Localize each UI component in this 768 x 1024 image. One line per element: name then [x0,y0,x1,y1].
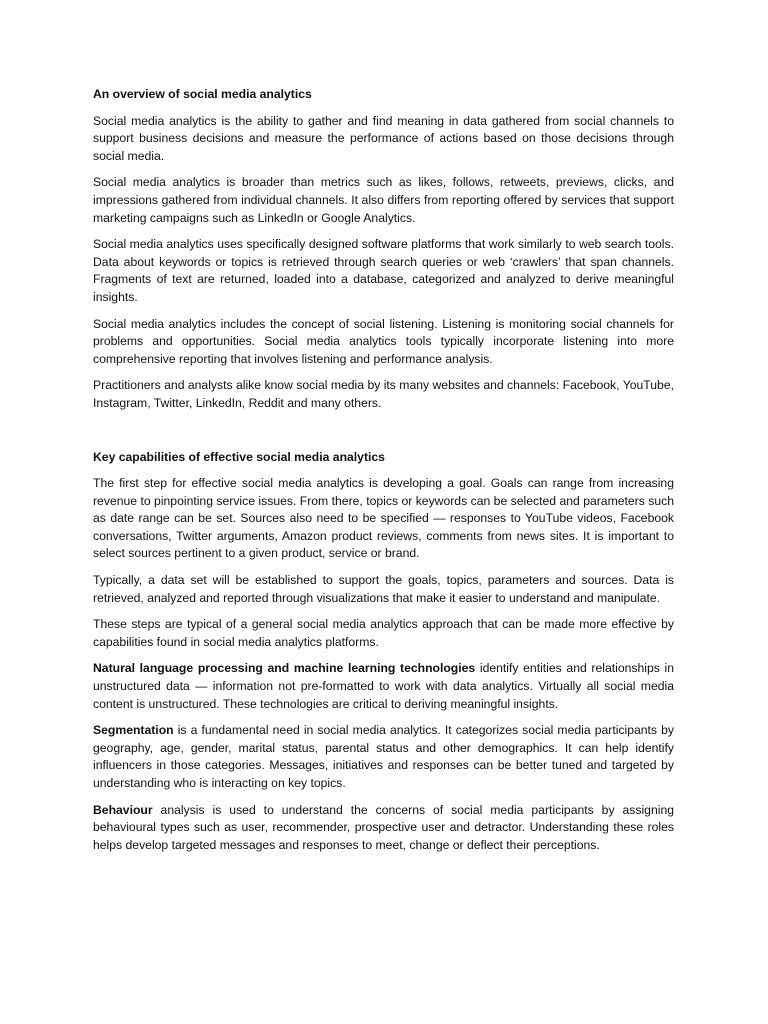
capability-paragraph-nlp [93,660,674,713]
capability-text: identify entities and relationships in unstructured data — information not pre-formatted to work with data analytics. Virtually all social media content is unstructured. These technologies are critical to deriving meaningful insights. [93,661,675,711]
section-heading-overview: An overview of social media analytics [93,87,312,101]
paragraph: Social media analytics includes the concept of social listening. Listening is monitoring social channels for problems and opportunities. Social media analytics tools typically incorporate listening into more comprehensive reporting that involves listening and performance analysis. [93,316,674,366]
capability-term: Behaviour [93,802,153,817]
paragraph: Social media analytics uses specifically designed software platforms that work similarly to web search tools. Data about keywords or topics is retrieved through search queries or web ‘crawlers’ that span channels. Fragments of text are returned, loaded into a database, categorized and analyzed to derive meaningful insights. [93,237,674,304]
section-heading-key-capabilities: Key capabilities of effective social media analytics [93,449,385,464]
capability-paragraph-behaviour [93,802,674,855]
paragraph: Social media analytics is broader than metrics such as likes, follows, retweets, previews, clicks, and impressions gathered from individual channels. It also differs from reporting offered by services that support marketing campaigns such as LinkedIn or Google Analytics. [93,175,674,225]
capability-term: Segmentation [93,723,174,738]
capability-paragraph-segmentation [93,722,674,792]
paragraph: The first step for effective social media analytics is developing a goal. Goals can range from increasing revenue to pinpointing service issues. From there, topics or keywords can be selected and parameters such as date range can be set. Sources also need to be specified — responses to YouTube videos, Facebook conversations, Twitter arguments, Amazon product reviews, comments from news sites. It is important to select sources pertinent to a given product, service or brand. [93,476,674,561]
capability-text: is a fundamental need in social media analytics. It categorizes social media participants by geography, age, gender, marital status, parental status and other demographics. It can help identify influencers in those categories. Messages, initiatives and responses can be better tuned and targeted by understanding who is interacting on key topics. [93,723,674,790]
paragraph: Practitioners and analysts alike know social media by its many websites and channels: Facebook, YouTube, Instagram, Twitter, LinkedIn, Reddit and many others. [93,378,674,410]
document-page [93,86,674,863]
paragraph: These steps are typical of a general social media analytics approach that can be made more effective by capabilities found in social media analytics platforms. [93,617,674,649]
capability-text: analysis is used to understand the concerns of social media participants by assigning behavioural types such as user, recommender, prospective user and detractor. Understanding these roles helps develop targeted messages and responses to meet, change or deflect their perceptions. [93,802,674,852]
capability-term: Natural language processing and machine learning technologies [93,661,476,676]
section-spacer [93,422,674,449]
paragraph: Social media analytics is the ability to gather and find meaning in data gathered from social channels to support business decisions and measure the performance of actions based on those decisions through social media. [93,113,674,163]
paragraph: Typically, a data set will be established to support the goals, topics, parameters and sources. Data is retrieved, analyzed and reported through visualizations that make it easier to understand and manipulate. [93,573,674,605]
